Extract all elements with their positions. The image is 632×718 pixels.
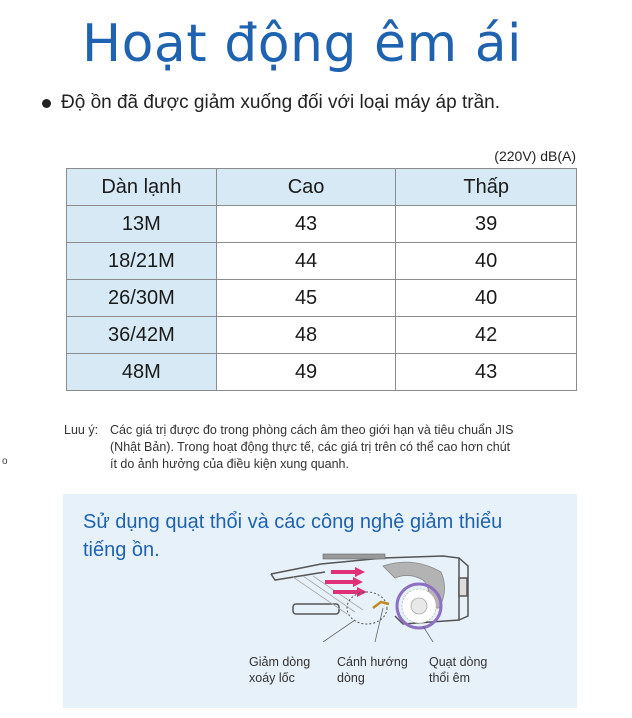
airflow-arrow-icon: [325, 567, 367, 597]
table-row: [67, 354, 577, 391]
vortex-ring: [347, 592, 387, 624]
table-header-row: [67, 169, 577, 206]
row-low: 39: [396, 206, 577, 243]
label-guide-vane: Cánh hướng dòng: [337, 655, 408, 685]
intro-line: [42, 92, 500, 114]
intro-text: Độ ồn đã được giảm xuống đối với loại máy áp trần.: [61, 92, 500, 113]
row-model: 13M: [67, 206, 217, 243]
note-line-1: Các giá trị được đo trong phòng cách âm theo giới hạn và tiêu chuẩn JIS: [110, 423, 514, 437]
label-vortex-reduction: Giảm dòng xoáy lốc: [249, 655, 311, 685]
row-high: 48: [216, 317, 396, 354]
row-high: 45: [216, 280, 396, 317]
feature-line-1: Sử dụng quạt thổi và các công nghệ giảm thiểu: [83, 511, 503, 533]
unit-cross-section-diagram: [263, 550, 533, 642]
feature-line-2: tiếng ồn.: [83, 539, 160, 561]
column-header-low: Thấp: [396, 169, 577, 206]
bullet-dot-icon: [42, 99, 51, 108]
table-row: [67, 243, 577, 280]
noise-level-table: [66, 168, 577, 391]
row-high: 49: [216, 354, 396, 391]
row-model: 36/42M: [67, 317, 217, 354]
label-quiet-fan: Quạt dòng thổi êm: [429, 655, 488, 685]
column-header-unit: Dàn lạnh: [67, 169, 217, 206]
feature-panel: [63, 494, 577, 708]
row-high: 43: [216, 206, 396, 243]
page-title: Hoạt động êm ái: [82, 14, 523, 74]
note-line-2: (Nhật Bản). Trong hoạt động thực tế, các giá trị trên có thể cao hơn chút: [110, 440, 511, 454]
row-low: 40: [396, 243, 577, 280]
note-label: Luu ý:: [64, 423, 99, 437]
footnote: [64, 422, 580, 473]
row-low: 40: [396, 280, 577, 317]
row-model: 18/21M: [67, 243, 217, 280]
table-row: [67, 317, 577, 354]
table-row: [67, 206, 577, 243]
table-row: [67, 280, 577, 317]
unit-label: (220V) dB(A): [494, 148, 576, 164]
top-grille: [323, 554, 385, 559]
column-header-high: Cao: [216, 169, 396, 206]
crossflow-fan-icon: [397, 584, 441, 628]
row-low: 42: [396, 317, 577, 354]
note-line-3: ít do ảnh hưởng của điều kiện xung quanh.: [110, 457, 349, 471]
row-model: 26/30M: [67, 280, 217, 317]
row-low: 43: [396, 354, 577, 391]
row-model: 48M: [67, 354, 217, 391]
stray-mark: o: [2, 456, 8, 467]
row-high: 44: [216, 243, 396, 280]
